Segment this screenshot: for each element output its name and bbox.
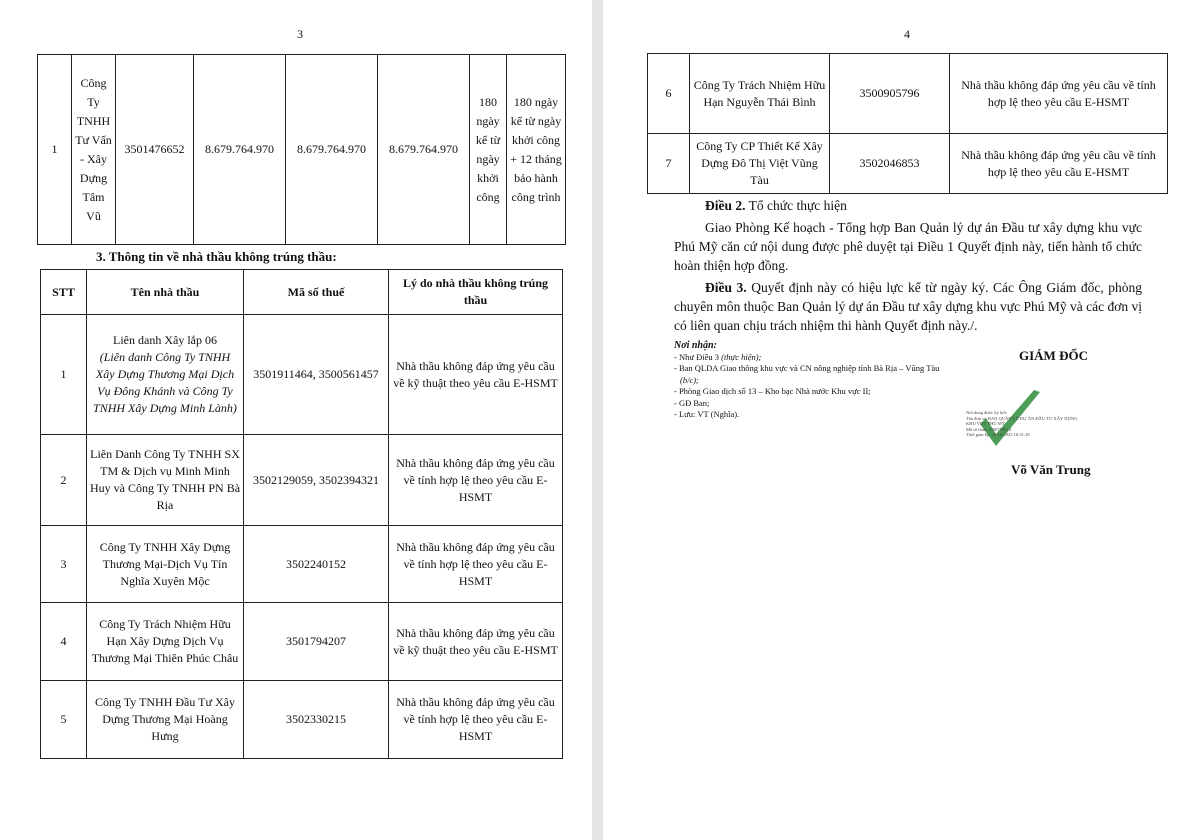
recipient-item: - Phòng Giao dịch số 13 – Kho bạc Nhà nước Khu vực II; [674, 386, 871, 396]
column-header: Lý do nhà thầu không trúng thầu [389, 270, 563, 315]
duration-cell: 180 ngày kể từ ngày khởi công [470, 55, 507, 245]
column-header: STT [41, 270, 87, 315]
column-header: Mã số thuế [244, 270, 389, 315]
signer-name: Võ Văn Trung [1011, 462, 1091, 477]
duration-warranty-cell: 180 ngày kể từ ngày khởi công + 12 tháng bảo hành công trình [507, 55, 566, 245]
losing-bidders-table [40, 269, 563, 759]
reason-cell: Nhà thầu không đáp ứng yêu cầu về kỹ thuật theo yêu cầu E-HSMT [389, 315, 563, 435]
recipient-item: - GĐ Ban; [674, 397, 710, 408]
document-page-3 [0, 0, 592, 840]
section-3-title: 3. Thông tin về nhà thầu không trúng thầu: [96, 249, 337, 264]
tax-code-cell: 3501794207 [244, 603, 389, 681]
table-row [41, 681, 563, 759]
stt-cell: 1 [41, 315, 87, 435]
price-cell: 8.679.764.970 [378, 55, 470, 245]
stt-cell: 1 [38, 55, 72, 245]
table-row [648, 134, 1168, 194]
table-row [41, 435, 563, 526]
dieu-3-label: Điều 3. [705, 280, 747, 295]
dieu-2-heading [705, 196, 1145, 215]
stt-cell: 2 [41, 435, 87, 526]
page-number: 4 [904, 27, 910, 41]
losing-bidders-table-continued [647, 53, 1168, 194]
dieu-3-body: Quyết định này có hiệu lực kể từ ngày ký. Các Ông Giám đốc, phòng chuyên môn thuộc Ban Quản lý dự án Đầu tư xây dựng khu vực Phú Mỹ và các đơn vị có liên quan chịu trách nhiệm thi hành Quyết định này./. [674, 280, 1143, 333]
reason-cell: Nhà thầu không đáp ứng yêu cầu về tính hợp lệ theo yêu cầu E-HSMT [389, 526, 563, 603]
bidder-name-cell: Công Ty TNHH Xây Dựng Thương Mại-Dịch Vụ Tín Nghĩa Xuyên Mộc [87, 526, 244, 603]
reason-cell: Nhà thầu không đáp ứng yêu cầu về tính hợp lệ theo yêu cầu E-HSMT [950, 54, 1168, 134]
bidder-name-cell [87, 315, 244, 435]
bidder-name-cell: Công Ty CP Thiết Kế Xây Dựng Đô Thị Việt Vũng Tàu [690, 134, 830, 194]
reason-cell: Nhà thầu không đáp ứng yêu cầu về tính hợp lệ theo yêu cầu E-HSMT [389, 435, 563, 526]
table-row [38, 55, 566, 245]
table-row [648, 54, 1168, 134]
bidder-name-note: (Liên danh Công Ty TNHH Xây Dựng Thương Mại Dịch Vụ Đông Khánh và Công Ty TNHH Xây Dựng Minh Lành) [93, 350, 237, 415]
tax-code-cell: 3501911464, 3500561457 [244, 315, 389, 435]
stt-cell: 4 [41, 603, 87, 681]
bidder-name-cell: Công Ty Trách Nhiệm Hữu Hạn Nguyễn Thái Bình [690, 54, 830, 134]
tax-code-cell: 3501476652 [116, 55, 194, 245]
stt-cell: 5 [41, 681, 87, 759]
dieu-2-title: Tổ chức thực hiện [748, 198, 847, 213]
tax-code-cell: 3502046853 [830, 134, 950, 194]
table-row [41, 526, 563, 603]
bidder-name-cell: Công Ty Trách Nhiệm Hữu Hạn Xây Dựng Dịch Vụ Thương Mại Thiên Phúc Châu [87, 603, 244, 681]
signature-title: GIÁM ĐỐC [1019, 348, 1088, 363]
page-number: 3 [297, 27, 303, 41]
recipients-title: Nơi nhận: [674, 340, 717, 351]
bidder-name-cell: Công Ty TNHH Đầu Tư Xây Dựng Thương Mại Hoàng Hưng [87, 681, 244, 759]
dieu-2-body: Giao Phòng Kế hoạch - Tổng hợp Ban Quản lý dự án Đầu tư xây dựng khu vực Phú Mỹ căn cứ nội dung được phê duyệt tại Điều 1 Quyết định này, tiến hành tổ chức hoàn thiện hợp đồng. [674, 220, 1142, 273]
table-row [41, 315, 563, 435]
bidder-name-cell: Công Ty TNHH Tư Vấn - Xây Dựng Tâm Vũ [72, 55, 116, 245]
recipients-block [674, 340, 954, 421]
price-cell: 8.679.764.970 [286, 55, 378, 245]
reason-cell: Nhà thầu không đáp ứng yêu cầu về tính hợp lệ theo yêu cầu E-HSMT [950, 134, 1168, 194]
tax-code-cell: 3502240152 [244, 526, 389, 603]
tax-code-cell: 3502129059, 3502394321 [244, 435, 389, 526]
stt-cell: 7 [648, 134, 690, 194]
stt-cell: 3 [41, 526, 87, 603]
winner-table [37, 54, 566, 245]
tax-code-cell: 3500905796 [830, 54, 950, 134]
recipient-item: - Lưu: VT (Nghĩa). [674, 409, 740, 419]
stt-cell: 6 [648, 54, 690, 134]
bidder-name-cell: Liên Danh Công Ty TNHH SX TM & Dịch vụ Minh Minh Huy và Công Ty TNHH PN Bà Rịa [87, 435, 244, 526]
bidder-name: Liên danh Xây lắp 06 [113, 333, 217, 347]
digital-signature-stamp-text: Nơi dung được ký bởi: Tên đơn vị: BAN QUẢN LÝ DỰ ÁN ĐẦU TƯ XÂY DỰNG KHU VỰC PHÚ MỸ Mã số thuế: 3500778914 Thời gian ký: 22-10-2025 16:31:28 [966, 410, 1078, 438]
recipient-item: - Như Điều 3 (thực hiện); [674, 351, 762, 362]
dieu-2-label: Điều 2. [705, 198, 746, 213]
column-header: Tên nhà thầu [87, 270, 244, 315]
recipient-item: - Ban QLDA Giao thông khu vực và CN nông nghiệp tỉnh Bà Rịa – Vũng Tàu (b/c); [674, 363, 940, 385]
tax-code-cell: 3502330215 [244, 681, 389, 759]
reason-cell: Nhà thầu không đáp ứng yêu cầu về tính hợp lệ theo yêu cầu E-HSMT [389, 681, 563, 759]
dieu-3-paragraph [674, 278, 1142, 335]
reason-cell: Nhà thầu không đáp ứng yêu cầu về kỹ thuật theo yêu cầu E-HSMT [389, 603, 563, 681]
price-cell: 8.679.764.970 [194, 55, 286, 245]
table-row [41, 603, 563, 681]
table-header-row [41, 270, 563, 315]
